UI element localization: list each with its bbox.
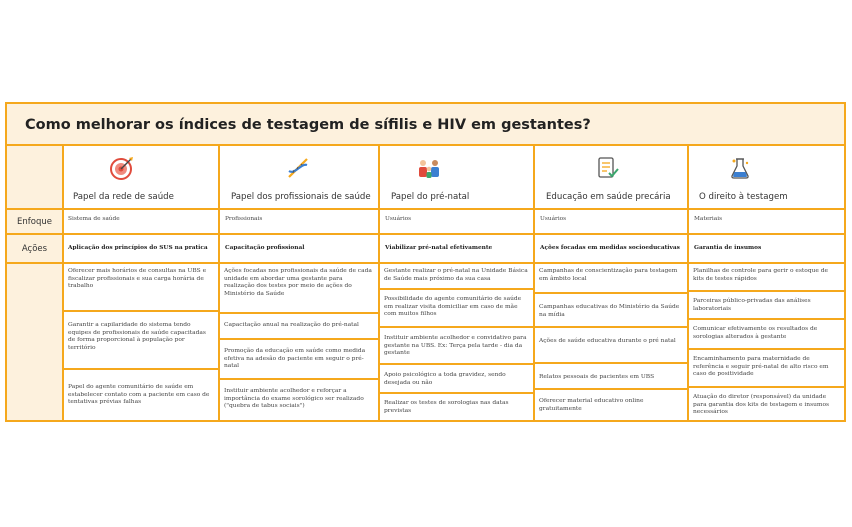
action-card: Oferecer mais horários de consultas na UBS e fiscalizar profissionais e sua carga horária de trabalho: [64, 264, 218, 312]
checklist-icon: [595, 155, 621, 181]
action-card: Ações focadas nos profissionais da saúde de cada unidade em abordar uma gestante para realização dos testes por meio de ações do Ministério da Saúde: [220, 264, 378, 314]
enfoque-cell: Usuários: [385, 216, 412, 222]
column-title-4: Educação em saúde precária: [546, 192, 671, 202]
action-card: Gestante realizar o pré-natal na Unidade Básica de Saúde mais próximo da sua casa: [380, 264, 533, 290]
action-card: Promoção da educação em saúde como medida efetiva na adesão do paciente em seguir o pré-natal: [220, 344, 378, 380]
column-title-3: Papel do pré-natal: [391, 192, 470, 202]
acao-cell: Capacitação profissional: [225, 245, 305, 251]
enfoque-cell: Profissionais: [225, 216, 263, 222]
strategy-board: [5, 102, 846, 422]
title-bar: [7, 104, 844, 146]
action-card: Capacitação anual na realização do pré-natal: [220, 318, 378, 340]
action-card: Instituir ambiente acolhedor e convidativo para gestante na UBS. Ex: Terça pela tarde - dia da gestante: [380, 331, 533, 365]
action-card: Oferecer material educativo online gratuitamente: [539, 398, 644, 412]
action-card: Realizar os testes de sorologias nas datas previstas: [384, 400, 509, 414]
action-card: Apoio psicológico a toda gravidez, sendo desejada ou não: [380, 368, 533, 394]
action-card: Campanhas educativas do Ministério da Saúde na mídia: [535, 300, 687, 328]
enfoque-cell: Sistema de saúde: [68, 216, 120, 222]
row-divider: [7, 233, 844, 235]
flask-icon: [727, 155, 753, 181]
column-title-2: Papel dos profissionais de saúde: [231, 192, 371, 202]
target-icon: [109, 155, 135, 181]
action-card: Planilhas de controle para gerir o estoque de kits de testes rápidos: [689, 264, 844, 292]
column-title-5: O direito à testagem: [699, 192, 788, 202]
action-card: Campanhas de conscientização para testagem em âmbito local: [535, 264, 687, 294]
column-title-1: Papel da rede de saúde: [73, 192, 174, 202]
action-card: Garantir a capilaridade do sistema tendo equipes de profissionais de saúde capacitadas de forma proporcional à população por território: [64, 318, 218, 370]
row-divider: [7, 208, 844, 210]
action-card: Relatos pessoais de pacientes em UBS: [535, 370, 687, 390]
action-card: Papel do agente comunitário de saúde em estabelecer contato com a paciente em caso de tentativas prévias falhas: [68, 384, 210, 406]
enfoque-cell: Materiais: [694, 216, 723, 222]
page-title: Como melhorar os índices de testagem de sífilis e HIV em gestantes?: [25, 117, 591, 133]
action-card: Possibilidade do agente comunitário de saúde em realizar visita domiciliar em caso de mãe com muitos filhos: [380, 292, 533, 328]
action-card: Instituir ambiente acolhedor e reforçar a importância do exame sorológico ser realizado ("quebra de tabus sociais"): [224, 388, 364, 410]
enfoque-cell: Usuários: [540, 216, 567, 222]
row-label-acoes: Ações: [21, 244, 48, 254]
action-card: Encaminhamento para maternidade de referência e seguir pré-natal de alto risco em caso de positividade: [689, 352, 844, 388]
row-label-enfoque: Enfoque: [17, 217, 52, 227]
action-card: Atuação do diretor (responsável) da unidade para garantia dos kits de testagem e insumos necessários: [693, 394, 830, 416]
acao-cell: Garantia de insumos: [694, 245, 762, 251]
action-card: Ações de saúde educativa durante o pré natal: [535, 334, 687, 364]
action-card: Comunicar efetivamente os resultados de sorologias alterados à gestante: [689, 322, 844, 350]
dna-icon: [285, 155, 311, 181]
row-label-column: [7, 146, 62, 420]
family-icon: [416, 155, 442, 181]
acao-cell: Ações focadas em medidas socioeducativas: [540, 245, 680, 251]
acao-cell: Aplicação dos princípios do SUS na pratica: [68, 245, 208, 251]
action-card: Parceiras público-privadas das análises laboratoriais: [689, 294, 844, 320]
acao-cell: Viabilizar pré-natal efetivamente: [385, 245, 493, 251]
